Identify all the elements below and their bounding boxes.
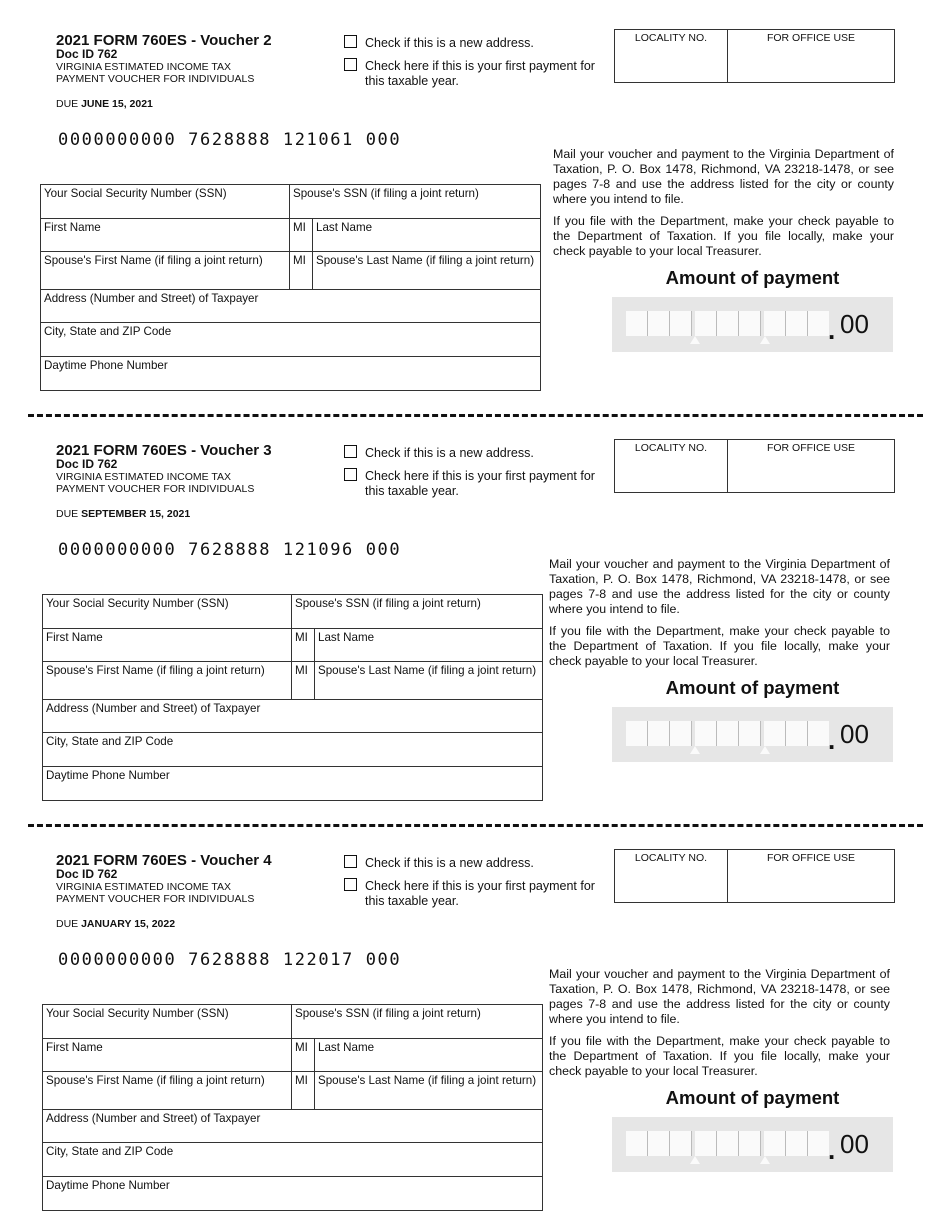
spouse-last-name-field[interactable]: [314, 662, 542, 699]
office-use-field: [728, 30, 894, 82]
amount-digit-cell[interactable]: [786, 1131, 807, 1156]
instructions-paragraph-2: If you file with the Department, make your check payable to the Department of Taxation. If you file locally, make your check payable to your local Treasurer.: [549, 624, 890, 668]
amount-of-payment-field[interactable]: [612, 1117, 893, 1172]
office-use-box: [614, 849, 895, 903]
city-row: [43, 1143, 542, 1177]
instructions-paragraph-1: Mail your voucher and payment to the Virginia Department of Taxation, P. O. Box 1478, Richmond, VA 23218-1478, or see pages 7-8 and use the address listed for the city or county where you intend to file.: [549, 557, 890, 616]
amount-cell-separator: [760, 1131, 761, 1156]
new-address-checkbox[interactable]: [344, 35, 357, 48]
last-name-label: Last Name: [318, 1041, 375, 1054]
spouse-ssn-field[interactable]: [291, 595, 542, 628]
spouse-last-name-label: Spouse's Last Name (if filing a joint return): [318, 1074, 537, 1087]
due-label: DUE: [56, 508, 79, 520]
decimal-point: .: [828, 1135, 836, 1165]
thousands-marker: [690, 1156, 700, 1164]
taxpayer-info-grid: [40, 184, 541, 391]
amount-title: Amount of payment: [665, 267, 840, 288]
new-address-label: Check if this is a new address.: [365, 856, 534, 870]
voucher: [0, 820, 950, 1230]
city-state-zip-label: City, State and ZIP Code: [46, 1145, 174, 1158]
voucher-title: 2021 FORM 760ES - Voucher 3: [56, 442, 272, 459]
spouse-mi-label: MI: [295, 664, 308, 677]
spouse-first-name-label: Spouse's First Name (if filing a joint return): [46, 664, 265, 677]
ssn-row: [43, 595, 542, 629]
amount-of-payment-field[interactable]: [612, 297, 893, 352]
first-payment-label: Check here if this is your first payment for this taxable year.: [365, 879, 595, 908]
spouse-mi-label: MI: [295, 1074, 308, 1087]
taxpayer-info-grid: [42, 594, 543, 801]
agency-line-1: VIRGINIA ESTIMATED INCOME TAX: [56, 471, 232, 483]
amount-digit-cell[interactable]: [626, 1131, 647, 1156]
agency-name: [56, 471, 254, 495]
doc-id: Doc ID 762: [56, 867, 118, 881]
new-address-checkbox[interactable]: [344, 445, 357, 458]
last-name-label: Last Name: [316, 221, 373, 234]
amount-of-payment-field[interactable]: [612, 707, 893, 762]
address-row: [43, 1110, 542, 1143]
amount-digit-cell[interactable]: [808, 311, 829, 336]
amount-cents: 00: [840, 719, 869, 749]
spouse-mi-field[interactable]: [289, 252, 312, 289]
amount-digit-cell[interactable]: [670, 311, 691, 336]
mi-field[interactable]: [291, 1039, 314, 1071]
city-state-zip-field[interactable]: [43, 733, 542, 766]
agency-line-2: PAYMENT VOUCHER FOR INDIVIDUALS: [56, 483, 255, 495]
address-row: [43, 700, 542, 733]
spouse-last-name-label: Spouse's Last Name (if filing a joint return): [318, 664, 537, 677]
spouse-ssn-label: Spouse's SSN (if filing a joint return): [295, 1007, 481, 1020]
voucher-title: 2021 FORM 760ES - Voucher 4: [56, 852, 272, 869]
city-state-zip-field[interactable]: [43, 1143, 542, 1176]
amount-digit-cell[interactable]: [695, 311, 716, 336]
name-row: [43, 1039, 542, 1072]
agency-name: [56, 61, 254, 85]
thousands-marker: [690, 746, 700, 754]
mi-label: MI: [293, 221, 306, 234]
mailing-instructions: [549, 557, 890, 676]
office-use-box: [614, 29, 895, 83]
name-row: [41, 219, 540, 252]
mi-field[interactable]: [291, 629, 314, 661]
amount-digit-cell[interactable]: [717, 1131, 738, 1156]
spouse-first-name-label: Spouse's First Name (if filing a joint return): [44, 254, 263, 267]
spouse-mi-field[interactable]: [291, 662, 314, 699]
city-row: [41, 323, 540, 357]
phone-label: Daytime Phone Number: [46, 769, 170, 782]
amount-cell-separator: [691, 311, 692, 336]
ssn-label: Your Social Security Number (SSN): [46, 1007, 229, 1020]
due-date-value: JUNE 15, 2021: [81, 98, 153, 110]
first-payment-label: Check here if this is your first payment for this taxable year.: [365, 59, 595, 88]
phone-field[interactable]: [41, 357, 540, 390]
instructions-paragraph-1: Mail your voucher and payment to the Virginia Department of Taxation, P. O. Box 1478, Richmond, VA 23218-1478, or see pages 7-8 and use the address listed for the city or county where you intend to file.: [553, 147, 894, 206]
amount-digit-cell[interactable]: [717, 721, 738, 746]
amount-title: Amount of payment: [665, 677, 840, 698]
amount-cell-separator: [691, 1131, 692, 1156]
office-use-label: FOR OFFICE USE: [766, 852, 856, 864]
instructions-paragraph-2: If you file with the Department, make your check payable to the Department of Taxation. If you file locally, make your check payable to your local Treasurer.: [549, 1034, 890, 1078]
locality-no-label: LOCALITY NO.: [634, 442, 708, 454]
agency-line-2: PAYMENT VOUCHER FOR INDIVIDUALS: [56, 73, 255, 85]
mi-label: MI: [295, 631, 308, 644]
doc-id: Doc ID 762: [56, 457, 118, 471]
amount-digit-cell[interactable]: [764, 1131, 785, 1156]
voucher: [0, 0, 950, 410]
first-payment-checkbox[interactable]: [344, 58, 357, 71]
scanline-number: 0000000000 7628888 121096 000: [58, 540, 402, 560]
voucher: [0, 410, 950, 820]
due-label: DUE: [56, 98, 79, 110]
last-name-label: Last Name: [318, 631, 375, 644]
amount-digit-cell[interactable]: [786, 311, 807, 336]
office-use-field: [728, 850, 894, 902]
phone-label: Daytime Phone Number: [46, 1179, 170, 1192]
spouse-ssn-field[interactable]: [289, 185, 540, 218]
agency-line-1: VIRGINIA ESTIMATED INCOME TAX: [56, 61, 232, 73]
spouse-first-name-label: Spouse's First Name (if filing a joint return): [46, 1074, 265, 1087]
amount-digit-cell[interactable]: [764, 721, 785, 746]
phone-label: Daytime Phone Number: [44, 359, 168, 372]
ssn-row: [43, 1005, 542, 1039]
address-label: Address (Number and Street) of Taxpayer: [44, 292, 259, 305]
ssn-label: Your Social Security Number (SSN): [46, 597, 229, 610]
address-field[interactable]: [43, 700, 542, 732]
new-address-checkbox[interactable]: [344, 855, 357, 868]
spouse-last-name-label: Spouse's Last Name (if filing a joint return): [316, 254, 535, 267]
thousands-marker: [760, 746, 770, 754]
instructions-paragraph-1: Mail your voucher and payment to the Virginia Department of Taxation, P. O. Box 1478, Richmond, VA 23218-1478, or see pages 7-8 and use the address listed for the city or county where you intend to file.: [549, 967, 890, 1026]
new-address-label: Check if this is a new address.: [365, 446, 534, 460]
doc-id: Doc ID 762: [56, 47, 118, 61]
amount-cents: 00: [840, 1129, 869, 1159]
thousands-marker: [760, 1156, 770, 1164]
spouse-ssn-field[interactable]: [291, 1005, 542, 1038]
address-row: [41, 290, 540, 323]
office-use-box: [614, 439, 895, 493]
address-field[interactable]: [43, 1110, 542, 1142]
locality-no-label: LOCALITY NO.: [634, 32, 708, 44]
spouse-name-row: [43, 1072, 542, 1110]
amount-digit-cell[interactable]: [808, 721, 829, 746]
first-name-label: First Name: [44, 221, 101, 234]
name-row: [43, 629, 542, 662]
mi-field[interactable]: [289, 219, 312, 251]
spouse-last-name-field[interactable]: [312, 252, 540, 289]
due-date: [56, 918, 175, 930]
spouse-mi-field[interactable]: [291, 1072, 314, 1109]
amount-digit-cell[interactable]: [808, 1131, 829, 1156]
first-name-field[interactable]: [43, 1039, 291, 1071]
city-row: [43, 733, 542, 767]
office-use-field: [728, 440, 894, 492]
amount-title: Amount of payment: [665, 1087, 840, 1108]
spouse-ssn-label: Spouse's SSN (if filing a joint return): [293, 187, 479, 200]
phone-row: [41, 357, 540, 390]
first-name-field[interactable]: [41, 219, 289, 251]
city-state-zip-label: City, State and ZIP Code: [46, 735, 174, 748]
agency-line-1: VIRGINIA ESTIMATED INCOME TAX: [56, 881, 232, 893]
amount-digit-cell[interactable]: [695, 721, 716, 746]
mi-label: MI: [295, 1041, 308, 1054]
scanline-number: 0000000000 7628888 122017 000: [58, 950, 402, 970]
last-name-field[interactable]: [312, 219, 540, 251]
decimal-point: .: [828, 725, 836, 755]
amount-digit-cell[interactable]: [626, 721, 647, 746]
first-name-label: First Name: [46, 1041, 103, 1054]
address-label: Address (Number and Street) of Taxpayer: [46, 1112, 261, 1125]
ssn-field[interactable]: [41, 185, 289, 218]
office-use-label: FOR OFFICE USE: [766, 32, 856, 44]
amount-digit-cell[interactable]: [695, 1131, 716, 1156]
first-payment-checkbox[interactable]: [344, 468, 357, 481]
phone-field[interactable]: [43, 1177, 542, 1210]
first-name-label: First Name: [46, 631, 103, 644]
agency-name: [56, 881, 254, 905]
amount-digit-cell[interactable]: [739, 1131, 760, 1156]
amount-digit-cell[interactable]: [626, 311, 647, 336]
city-state-zip-label: City, State and ZIP Code: [44, 325, 172, 338]
amount-cell-separator: [691, 721, 692, 746]
new-address-label: Check if this is a new address.: [365, 36, 534, 50]
amount-digit-cell[interactable]: [786, 721, 807, 746]
ssn-field[interactable]: [43, 595, 291, 628]
thousands-marker: [760, 336, 770, 344]
last-name-field[interactable]: [314, 1039, 542, 1071]
amount-digit-cell[interactable]: [670, 721, 691, 746]
locality-no-field[interactable]: [615, 850, 728, 902]
cut-line: [28, 414, 923, 417]
phone-row: [43, 767, 542, 800]
mailing-instructions: [549, 967, 890, 1086]
mailing-instructions: [553, 147, 894, 266]
spouse-mi-label: MI: [293, 254, 306, 267]
locality-no-label: LOCALITY NO.: [634, 852, 708, 864]
ssn-row: [41, 185, 540, 219]
locality-no-field[interactable]: [615, 30, 728, 82]
spouse-first-name-field[interactable]: [41, 252, 289, 289]
agency-line-2: PAYMENT VOUCHER FOR INDIVIDUALS: [56, 893, 255, 905]
first-payment-checkbox[interactable]: [344, 878, 357, 891]
ssn-field[interactable]: [43, 1005, 291, 1038]
phone-field[interactable]: [43, 767, 542, 800]
spouse-first-name-field[interactable]: [43, 1072, 291, 1109]
due-date: [56, 98, 153, 110]
cut-line: [28, 824, 923, 827]
taxpayer-info-grid: [42, 1004, 543, 1211]
city-state-zip-field[interactable]: [41, 323, 540, 356]
amount-cents: 00: [840, 309, 869, 339]
amount-cell-separator: [760, 311, 761, 336]
amount-digit-cell[interactable]: [670, 1131, 691, 1156]
voucher-title: 2021 FORM 760ES - Voucher 2: [56, 32, 272, 49]
due-date-value: SEPTEMBER 15, 2021: [81, 508, 191, 520]
spouse-ssn-label: Spouse's SSN (if filing a joint return): [295, 597, 481, 610]
spouse-name-row: [41, 252, 540, 290]
spouse-last-name-field[interactable]: [314, 1072, 542, 1109]
address-label: Address (Number and Street) of Taxpayer: [46, 702, 261, 715]
decimal-point: .: [828, 315, 836, 345]
ssn-label: Your Social Security Number (SSN): [44, 187, 227, 200]
amount-cell-separator: [760, 721, 761, 746]
due-label: DUE: [56, 918, 79, 930]
address-field[interactable]: [41, 290, 540, 322]
amount-digit-cell[interactable]: [648, 311, 669, 336]
scanline-number: 0000000000 7628888 121061 000: [58, 130, 402, 150]
spouse-first-name-field[interactable]: [43, 662, 291, 699]
amount-digit-cell[interactable]: [717, 311, 738, 336]
due-date-value: JANUARY 15, 2022: [81, 918, 176, 930]
instructions-paragraph-2: If you file with the Department, make your check payable to the Department of Taxation. If you file locally, make your check payable to your local Treasurer.: [553, 214, 894, 258]
thousands-marker: [690, 336, 700, 344]
amount-digit-cell[interactable]: [648, 1131, 669, 1156]
first-name-field[interactable]: [43, 629, 291, 661]
phone-row: [43, 1177, 542, 1210]
due-date: [56, 508, 190, 520]
amount-digit-cell[interactable]: [739, 311, 760, 336]
spouse-name-row: [43, 662, 542, 700]
first-payment-label: Check here if this is your first payment for this taxable year.: [365, 469, 595, 498]
amount-digit-cell[interactable]: [648, 721, 669, 746]
amount-digit-cell[interactable]: [739, 721, 760, 746]
locality-no-field[interactable]: [615, 440, 728, 492]
last-name-field[interactable]: [314, 629, 542, 661]
office-use-label: FOR OFFICE USE: [766, 442, 856, 454]
amount-digit-cell[interactable]: [764, 311, 785, 336]
